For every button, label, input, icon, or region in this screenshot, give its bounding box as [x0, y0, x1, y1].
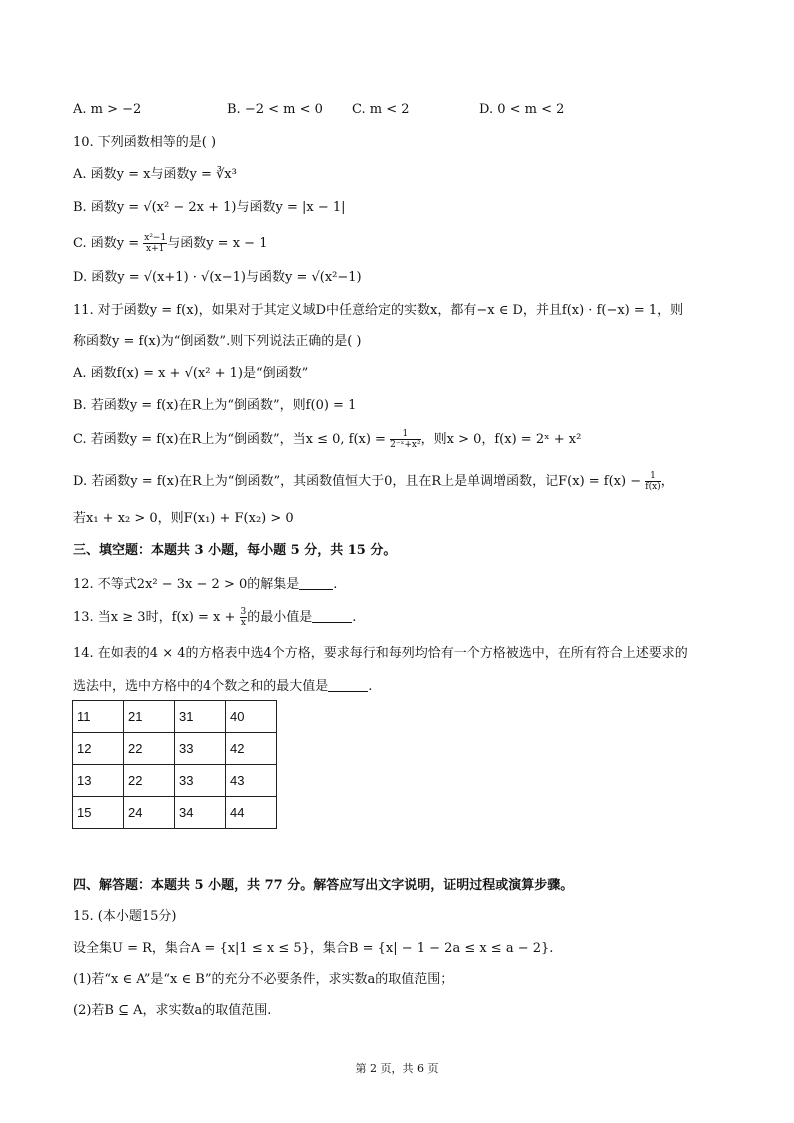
table-cell: 44 [226, 797, 277, 829]
q14-line1: 14. 在如表的4 × 4的方格表中选4个方格，要求每行和每列均恰有一个方格被选中，在所有符合上述要求的 [73, 646, 688, 661]
q12-answer-blank [299, 575, 333, 590]
q9-choices [73, 102, 693, 122]
q11-stem-line2: 称函数y = f(x)为“倒函数”.则下列说法正确的是( ) [73, 334, 362, 349]
table-cell: 13 [73, 765, 124, 797]
q11-c-pre: C. 若函数y = f(x)在R上为“倒函数”，当x ≤ 0, f(x) = [73, 432, 391, 447]
q14-answer-blank [328, 677, 368, 692]
q10-c-fraction [143, 233, 167, 254]
q12-end: . [333, 577, 338, 592]
table-row [73, 797, 277, 829]
q11-option-a: A. 函数f(x) = x + √(x² + 1)是“倒函数” [73, 366, 309, 381]
section-4-heading: 四、解答题：本题共 5 小题，共 77 分。解答应写出文字说明，证明过程或演算步骤。 [73, 878, 574, 893]
q11-option-d [73, 471, 674, 492]
q11-option-c [73, 429, 581, 450]
q11-c-post: ，则x > 0，f(x) = 2ˣ + x² [420, 432, 582, 447]
q11-c-denominator: 2⁻ˣ+x² [390, 440, 421, 450]
q9-choice-b: B. −2 < m < 0 [227, 102, 323, 117]
q12-text: 12. 不等式2x² − 3x − 2 > 0的解集是 [73, 577, 300, 592]
q10-c-post: 与函数y = x − 1 [167, 236, 268, 251]
q9-choice-c: C. m < 2 [352, 102, 410, 117]
q10-option-c [73, 233, 267, 254]
table-cell: 34 [175, 797, 226, 829]
table-row [73, 765, 277, 797]
q9-choice-a: A. m > −2 [73, 102, 142, 117]
q10-stem: 10. 下列函数相等的是( ) [73, 135, 217, 150]
table-cell: 31 [175, 701, 226, 733]
q14-number-grid [72, 700, 277, 829]
q11-d-post: ， [660, 474, 674, 489]
q10-c-denominator: x+1 [146, 244, 165, 254]
q10-c-pre: C. 函数y = [73, 236, 144, 251]
table-cell: 12 [73, 733, 124, 765]
table-cell: 33 [175, 765, 226, 797]
q11-c-fraction [390, 429, 421, 450]
q15-part-2: (2)若B ⊆ A，求实数a的取值范围. [73, 1003, 272, 1018]
q14-line2-text: 选法中，选中方格中的4个数之和的最大值是 [73, 679, 329, 694]
q11-option-b: B. 若函数y = f(x)在R上为“倒函数”，则f(0) = 1 [73, 398, 357, 413]
q11-stem-line1: 11. 对于函数y = f(x)，如果对于其定义域D中任意给定的实数x，都有−x ∈ D，并且f(x) · f(−x) = 1，则 [73, 303, 684, 318]
q15-set-definition: 设全集U = R，集合A = {x|1 ≤ x ≤ 5}，集合B = {x| − 1 − 2a ≤ x ≤ a − 2}. [73, 941, 554, 956]
table-cell: 40 [226, 701, 277, 733]
q10-c-numerator: x²−1 [144, 233, 167, 243]
q9-choice-d: D. 0 < m < 2 [479, 102, 565, 117]
q14-line2-end: . [368, 679, 373, 694]
table-cell: 15 [73, 797, 124, 829]
table-cell: 11 [73, 701, 124, 733]
table-cell: 21 [124, 701, 175, 733]
table-cell: 22 [124, 765, 175, 797]
page-footer: 第 2 页，共 6 页 [355, 1062, 439, 1075]
table-cell: 42 [226, 733, 277, 765]
q11-d-fraction [645, 471, 660, 492]
q11-c-numerator: 1 [390, 429, 421, 440]
q13-text: 13. 当x ≥ 3时，f(x) = x + [73, 610, 240, 625]
section-3-heading: 三、填空题：本题共 3 小题，每小题 5 分，共 15 分。 [73, 543, 397, 558]
q11-d-denominator: f(x) [645, 482, 661, 492]
q10-option-b: B. 函数y = √(x² − 2x + 1)与函数y = |x − 1| [73, 200, 346, 215]
table-cell: 24 [124, 797, 175, 829]
q14-line2 [73, 677, 372, 696]
q15-part-1: (1)若“x ∈ A”是“x ∈ B”的充分不必要条件，求实数a的取值范围； [73, 972, 454, 987]
q13-end: . [352, 610, 357, 625]
q11-d-numerator: 1 [645, 471, 660, 482]
q13-numerator: 3 [240, 607, 247, 617]
table-cell: 43 [226, 765, 277, 797]
q12 [73, 575, 337, 594]
q13 [73, 607, 356, 628]
q13-answer-blank [312, 608, 352, 623]
table-cell: 22 [124, 733, 175, 765]
q11-d-pre: D. 若函数y = f(x)在R上为“倒函数”，其函数值恒大于0，且在R上是单调增函数，记F(x) = f(x) − [73, 474, 646, 489]
q11-option-d-line2: 若x₁ + x₂ > 0，则F(x₁) + F(x₂) > 0 [73, 511, 294, 526]
table-cell: 33 [175, 733, 226, 765]
q13-denominator: x [240, 618, 246, 628]
q10-option-d: D. 函数y = √(x+1) · √(x−1)与函数y = √(x²−1) [73, 270, 362, 285]
q15-heading: 15. (本小题15分) [73, 909, 177, 924]
table-row [73, 733, 277, 765]
table-row [73, 701, 277, 733]
q10-option-a: A. 函数y = x与函数y = ∛x³ [73, 167, 237, 182]
q13-mid: 的最小值是 [247, 610, 313, 625]
